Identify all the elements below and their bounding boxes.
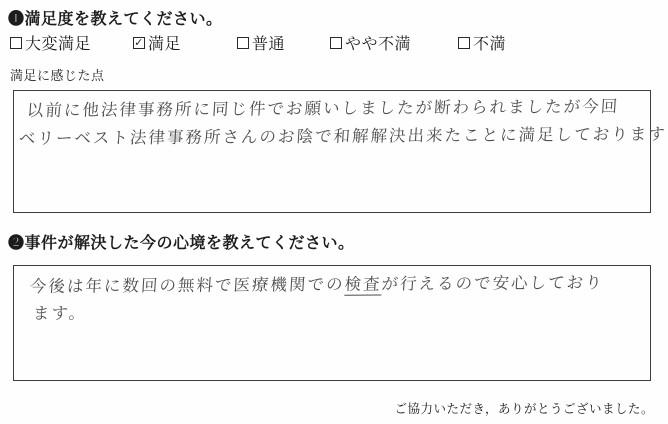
checkbox-label: 大変満足	[25, 36, 92, 53]
checkbox-icon	[458, 37, 470, 49]
checkbox-icon	[10, 37, 22, 49]
question-1-heading: ❶満足度を教えてください。	[8, 11, 223, 28]
checkbox-checked-icon	[133, 37, 145, 49]
handwritten-comment-line: ます。	[32, 303, 88, 323]
checkbox-label: 普通	[252, 36, 286, 53]
handwritten-underlined-word: 検査	[343, 274, 383, 294]
checkbox-option-neutral	[237, 31, 285, 54]
checkbox-icon	[237, 37, 249, 49]
handwritten-text-segment: 今後は年に数回の無料で医療機関での	[29, 274, 346, 296]
handwritten-comment-line	[29, 269, 604, 297]
satisfaction-options-row	[0, 31, 668, 53]
checkbox-option-very-satisfied	[10, 31, 91, 54]
checkbox-label: 満足	[148, 36, 182, 53]
checkbox-option-somewhat-dissatisfied	[330, 31, 411, 54]
question-2-heading: ❷事件が解決した今の心境を教えてください。	[8, 235, 355, 252]
checkbox-label: 不満	[473, 36, 507, 53]
handwritten-text-segment: が行えるので安心しており	[380, 272, 605, 294]
check-mark: ✓	[134, 35, 144, 49]
handwritten-comment-line: ベリーベスト法律事務所さんのお陰で和解解決出来たことに満足しております	[18, 124, 668, 148]
checkbox-label: やや不満	[345, 36, 412, 53]
thank-you-note: ご協力いただき，ありがとうございました。	[394, 402, 654, 416]
handwritten-comment-line: 以前に他法律事務所に同じ件でお願いしましたが断わられましたが今回	[26, 96, 620, 120]
checkbox-icon	[330, 37, 342, 49]
checkbox-option-dissatisfied	[458, 31, 506, 54]
satisfaction-comment-label: 満足に感じた点	[10, 68, 105, 83]
checkbox-option-satisfied	[133, 31, 181, 54]
